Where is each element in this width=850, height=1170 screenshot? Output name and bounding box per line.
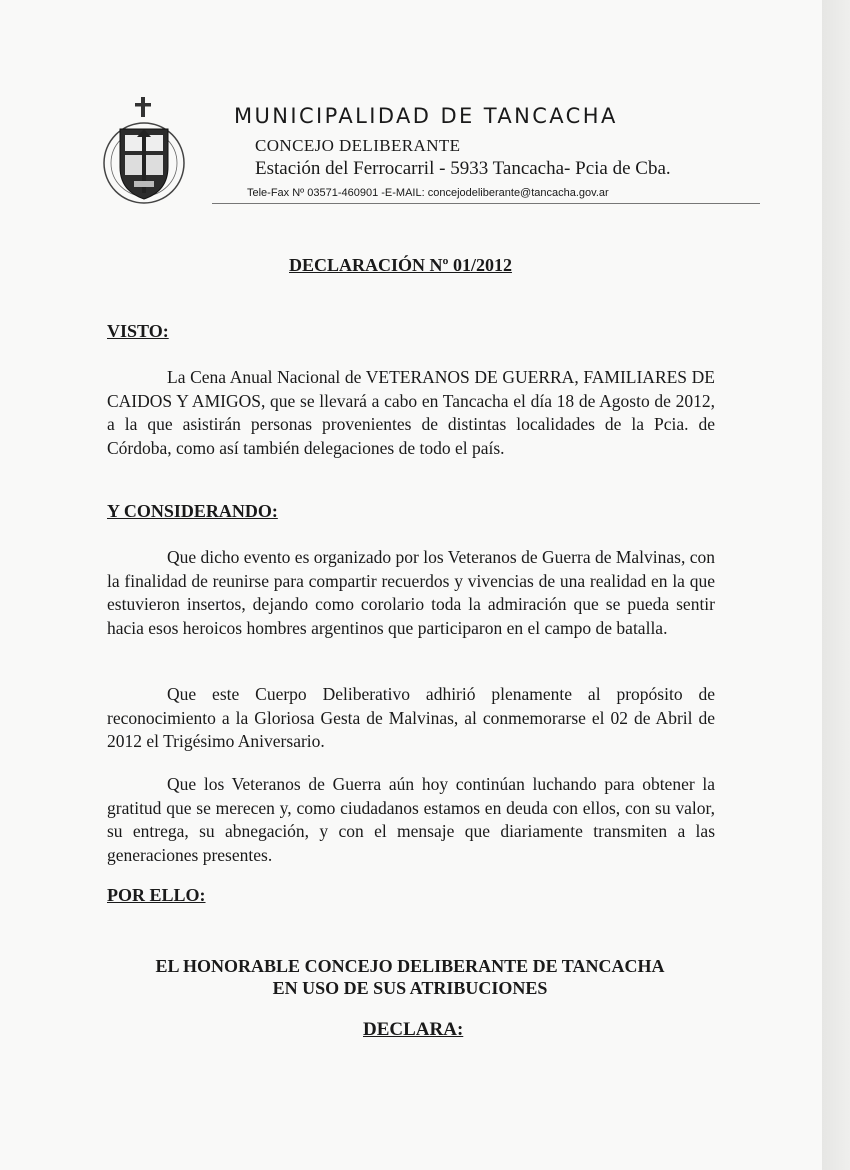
council-address: Estación del Ferrocarril - 5933 Tancacha- Pcia de Cba. [255, 158, 671, 179]
visto-paragraph: La Cena Anual Nacional de VETERANOS DE GUERRA, FAMILIARES DE CAIDOS Y AMIGOS, que se llevará a cabo en Tancacha el día 18 de Agosto de 2012, a la que asistirán personas provenientes de distintas localidades de la Pcia. de Córdoba, como así también delegaciones de todo el país. [107, 367, 715, 458]
authority-line-1: EL HONORABLE CONCEJO DELIBERANTE DE TANCACHA [155, 956, 665, 976]
considerando-paragraph-2: Que este Cuerpo Deliberativo adhirió plenamente al propósito de reconocimiento a la Gloriosa Gesta de Malvinas, al conmemorarse el 02 de Abril de 2012 el Trigésimo Aniversario. [107, 684, 715, 751]
por-ello-heading: POR ELLO: [107, 885, 206, 905]
declaration-title: DECLARACIÓN Nº 01/2012 [289, 255, 512, 275]
header-divider [212, 203, 760, 204]
declara-heading: DECLARA: [363, 1019, 464, 1040]
considerando-heading: Y CONSIDERANDO: [107, 501, 278, 521]
council-contact: Tele-Fax Nº 03571-460901 -E-MAIL: concejodeliberante@tancacha.gov.ar [247, 187, 609, 199]
council-name: CONCEJO DELIBERANTE [255, 136, 461, 155]
municipal-crest-icon [98, 95, 190, 207]
municipality-name: MUNICIPALIDAD DE TANCACHA [234, 104, 618, 128]
considerando-paragraph-3: Que los Veteranos de Guerra aún hoy continúan luchando para obtener la gratitud que se merecen y, como ciudadanos estamos en deuda con ellos, con su valor, su entrega, su abnegación, y con el mensaje que diariamente transmiten a las generaciones presentes. [107, 774, 715, 865]
considerando-paragraph-1: Que dicho evento es organizado por los Veteranos de Guerra de Malvinas, con la finalidad de reunirse para compartir recuerdos y vivencias de una realidad en la que estuvieron insertos, dejando como corolario toda la admiración que se pueda sentir hacia esos heroicos hombres argentinos que participaron en el campo de batalla. [107, 547, 716, 638]
page-edge [822, 0, 850, 1170]
authority-line-2: EN USO DE SUS ATRIBUCIONES [272, 978, 548, 998]
visto-heading: VISTO: [107, 321, 169, 341]
